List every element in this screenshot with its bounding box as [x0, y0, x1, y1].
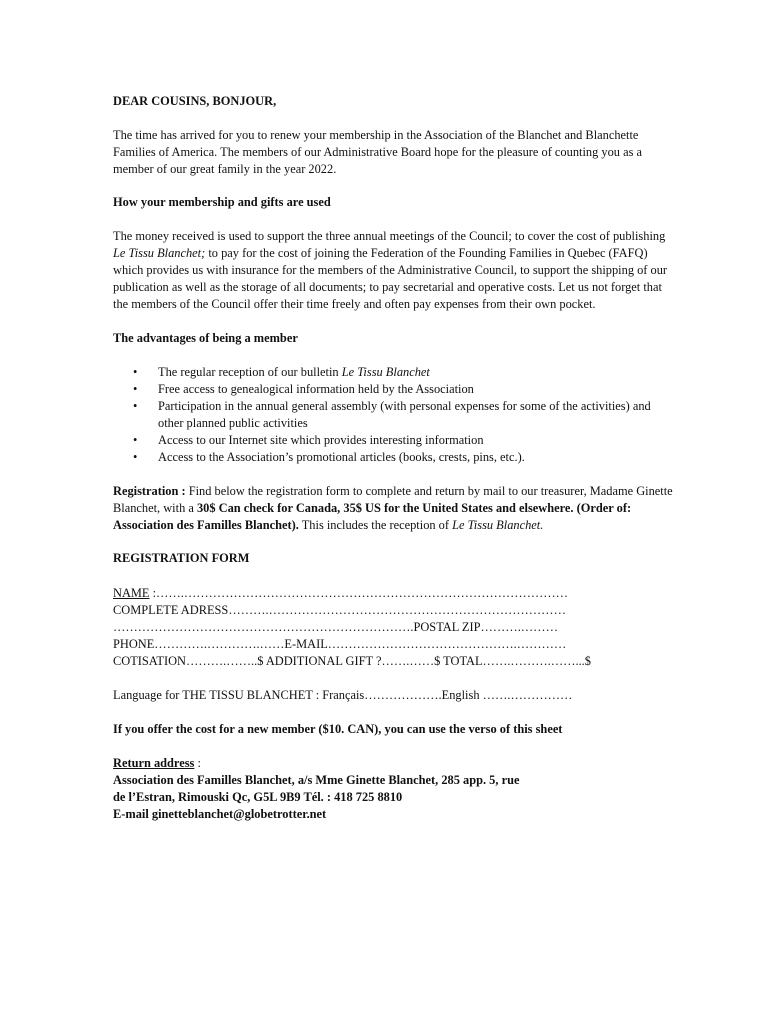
registration-form-title: REGISTRATION FORM	[113, 551, 250, 565]
cotisation-field[interactable]: COTISATION……….……..$ ADDITIONAL GIFT ?…….……$ TOTAL…….……….……...$	[113, 654, 591, 668]
bullet-icon: •	[133, 365, 138, 379]
section-heading-advantages: The advantages of being a member	[113, 331, 298, 345]
registration-label: Registration :	[113, 484, 186, 498]
advantages-list	[113, 364, 673, 466]
letter-page	[113, 93, 673, 823]
bullet-icon: •	[133, 399, 138, 413]
return-email: E-mail ginetteblanchet@globetrotter.net	[113, 807, 327, 821]
membership-use-paragraph	[113, 228, 673, 313]
list-item: • Access to the Association’s promotional articles (books, crests, pins, etc.).	[133, 450, 525, 464]
phone-email-field[interactable]: PHONE………….………….……E-MAIL……………………………………….…………	[113, 637, 567, 651]
membership-use-text-b: to pay for the cost of joining the Federation of the Founding Families in Quebec (FAFQ) which provides us with insurance for the members of the Administrative Council, to support the shipping of our publication as well as the storage of all documents; to pay secretarial and operative costs. Let us not forget that the members of the Council offer their time freely and often pay expenses from their own pocket.	[113, 246, 668, 311]
intro-paragraph: The time has arrived for you to renew your membership in the Association of the Blanchet and Blanchette Families of America. The members of our Administrative Board hope for the pleasure of counting you as a member of our great family in the year 2022.	[113, 128, 642, 176]
name-label: NAME	[113, 586, 150, 600]
language-choice-field[interactable]: Language for THE TISSU BLANCHET : Français……………….English …….……………	[113, 688, 573, 702]
name-field[interactable]: NAME :…….…………………………………………………………………………………	[113, 586, 569, 600]
list-item: • The regular reception of our bulletin Le Tissu Blanchet	[133, 365, 430, 379]
registration-paragraph: Registration : Find below the registration form to complete and return by mail to our treasurer, Madame Ginette Blanchet, with a 30$ Can check for Canada, 35$ US for the United States and elsewhere. (Order of: Association des Familles Blanchet). This includes the reception of Le Tissu Blanchet.	[113, 484, 673, 532]
membership-use-text-a: The money received is used to support the three annual meetings of the Council; to cover the cost of publishing	[113, 229, 666, 243]
greeting: DEAR COUSINS, BONJOUR,	[113, 94, 277, 108]
return-address-heading: Return address :	[113, 756, 201, 770]
section-heading-membership-use: How your membership and gifts are used	[113, 195, 331, 209]
list-item: • Participation in the annual general assembly (with personal expenses for some of the activities) and other planned public activities	[133, 399, 651, 430]
postal-zip-field[interactable]: ……………………………………………………………….POSTAL ZIP……….………	[113, 620, 558, 634]
membership-use-publication-title: Le Tissu Blanchet;	[113, 246, 206, 260]
new-member-offer: If you offer the cost for a new member ($10. CAN), you can use the verso of this sheet	[113, 722, 563, 736]
return-address-line-1: Association des Familles Blanchet, a/s Mme Ginette Blanchet, 285 app. 5, rue	[113, 773, 520, 787]
bullet-icon: •	[133, 382, 138, 396]
registration-form	[113, 585, 673, 670]
list-item: • Access to our Internet site which provides interesting information	[133, 433, 484, 447]
list-item: • Free access to genealogical information held by the Association	[133, 382, 474, 396]
bullet-icon: •	[133, 433, 138, 447]
bullet-icon: •	[133, 450, 138, 464]
address-field[interactable]: COMPLETE ADRESS……….………………………………………………………………	[113, 603, 566, 617]
registration-fees: 30$ Can check for Canada, 35$ US for the United States and elsewhere. (Order of: Association des Familles Blanchet).	[113, 501, 632, 532]
return-address-line-2: de l’Estran, Rimouski Qc, G5L 9B9 Tél. : 418 725 8810	[113, 790, 403, 804]
